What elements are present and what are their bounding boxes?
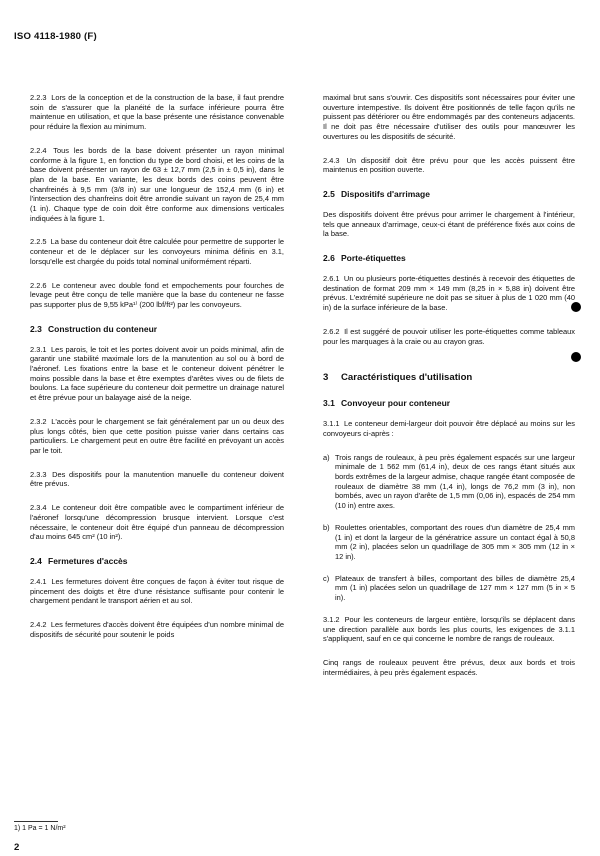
section-title: Caractéristiques d'utilisation	[341, 372, 473, 384]
section-heading-3-1	[323, 398, 575, 409]
paragraph-2-3-2	[30, 417, 284, 456]
right-column	[323, 93, 575, 691]
list-item-label: a)	[323, 452, 330, 462]
clause-number: 2.4.3	[323, 155, 340, 165]
section-number: 3	[323, 372, 329, 384]
section-heading-2-6	[323, 253, 575, 264]
section-heading-2-4	[30, 556, 284, 567]
list-item-text: Plateaux de transfert à billes, comportant des billes de diamètre 25,4 mm (1 in) placées selon un quadrillage de 127 mm × 127 mm (5 in × 5 in).	[335, 573, 575, 603]
clause-number: 2.3.3	[30, 469, 47, 479]
clause-number: 2.2.4	[30, 145, 47, 155]
clause-text: Un dispositif doit être prévu pour que les accès puissent être maintenus en position ouverte.	[323, 155, 575, 175]
section-number: 2.3	[30, 323, 42, 334]
clause-number: 2.2.5	[30, 237, 47, 247]
clause-text: Il est suggéré de pouvoir utiliser les porte-étiquettes comme tableaux pour les marquages à la craie ou au crayon gras.	[323, 326, 575, 346]
clause-text: Le conteneur avec double fond et empochements pour fourches de levage peut être conçu de telle manière que la base du conteneur ne fasse pas supporter plus de 9,55 kPa¹⁾ (200 lbf/ft²) par les convoyeurs.	[30, 280, 284, 309]
clause-text: Un ou plusieurs porte-étiquettes destinés à recevoir des étiquettes de destination de format 209 mm × 149 mm (8,25 in × 5,88 in) doivent être prévus. L'extrémité supérieure ne doit pas se situer à plus de 1 020 mm (40 in) de la surface inférieure de la base.	[323, 274, 575, 313]
paragraph-2-2-5	[30, 237, 284, 266]
clause-text: maximal brut sans s'ouvrir. Ces dispositifs sont nécessaires pour éviter une ouverture intempestive. Ils doivent être positionnés de telle façon qu'ils ne puissent pas détériorer ou être endommagés par des conteneurs adjacents. Il ne doit pas être nécessaire d'utiliser des outils pour manœuvrer les ouvertures ou les dispositifs de sécurité.	[323, 93, 575, 141]
clause-text: Les fermetures d'accès doivent être équipées d'un nombre minimal de dispositifs de sécurité pour soutenir le poids	[30, 620, 284, 639]
list-item-label: b)	[323, 522, 330, 532]
clause-text: Les parois, le toit et les portes doivent avoir un poids minimal, afin de garantir une stabilité maximale lors de la manutention au sol ou à bord de l'aéronef. Les fixations entre la base et le conteneur doivent pénétrer le moins possible dans la base et être exemptes d'arêtes vives ou de filets de boulons. La face supérieure du conteneur doit permettre un drainage naturel et être prévue pour un balayage aisé de la neige.	[30, 344, 284, 403]
clause-text: Les fermetures doivent être conçues de façon à éviter tout risque de pincement des doigts et être d'une résistance suffisante pour contenir le chargement pendant le transport aérien et au sol.	[30, 576, 284, 606]
section-number: 2.6	[323, 253, 335, 264]
paragraph-2-3-1	[30, 345, 284, 403]
list-item-b	[323, 523, 575, 562]
clause-text: Des dispositifs pour la manutention manuelle du conteneur doivent être prévus.	[30, 469, 284, 489]
clause-number: 2.4.1	[30, 576, 47, 586]
list-item-text: Trois rangs de rouleaux, à peu près également espacés sur une largeur minimale de 1 562 mm (61,4 in), deux de ces rangs étant situés aux bords extrêmes de la largeur admise, chaque rangée étant composée de rouleaux de diamètre 38 mm (1,4 in), longs de 76,2 mm (3 in), non bombés, avec un rayon d'arête de 1,5 mm (0,06 in), espacés de 254 mm (10 in) entre axes.	[335, 452, 575, 511]
section-title: Construction du conteneur	[48, 323, 158, 334]
paragraph-2-6-1	[323, 274, 575, 313]
clause-number: 3.1.2	[323, 614, 340, 624]
section-title: Dispositifs d'arrimage	[341, 188, 430, 199]
clause-text: Le conteneur demi-largeur doit pouvoir être déplacé au moins sur les convoyeurs ci-après :	[323, 419, 575, 438]
clause-number: 2.2.3	[30, 93, 47, 102]
section-title: Fermetures d'accès	[48, 555, 128, 566]
clause-text: Le conteneur doit être compatible avec le compartiment inférieur de l'aéronef lorsqu'une décompression brusque intervient. Lorsque c'est nécessaire, le conteneur doit être équipé d'un panneau de décompression d'au moins 645 cm² (10 in²).	[30, 503, 284, 542]
paragraph-3-1-1	[323, 419, 575, 438]
section-heading-3	[323, 372, 575, 384]
left-column	[30, 93, 284, 653]
paragraph-2-4-2-continued	[323, 93, 575, 142]
list-item-label: c)	[323, 573, 330, 583]
paragraph-2-4-1	[30, 577, 284, 606]
paragraph-2-5	[323, 210, 575, 239]
section-heading-2-5	[323, 189, 575, 200]
paragraph-2-2-3	[30, 93, 284, 132]
list-item-c	[323, 574, 575, 603]
section-title: Convoyeur pour conteneur	[341, 398, 451, 409]
section-heading-2-3	[30, 324, 284, 335]
clause-number: 2.4.2	[30, 620, 47, 630]
paragraph-2-3-3	[30, 470, 284, 489]
footnote-divider	[14, 821, 58, 822]
section-number: 3.1	[323, 398, 335, 409]
paragraph-3-1-2	[323, 615, 575, 644]
page-number: 2	[14, 842, 20, 853]
paragraph-2-4-2	[30, 620, 284, 639]
section-number: 2.4	[30, 555, 42, 566]
clause-number: 2.3.4	[30, 503, 47, 513]
clause-text: La base du conteneur doit être calculée pour permettre de supporter le conteneur et de le déplacer sur les convoyeurs minima définis en 3.1, lorsqu'elle est chargée du poids total nominal uniformément réparti.	[30, 237, 284, 266]
revision-bullet-icon	[571, 352, 581, 362]
section-title: Porte-étiquettes	[341, 253, 406, 264]
clause-text: Cinq rangs de rouleaux peuvent être prévus, deux aux bords et trois intermédiaires, à peu près également espacés.	[323, 657, 575, 677]
clause-number: 3.1.1	[323, 419, 340, 429]
list-item-text: Roulettes orientables, comportant des roues d'un diamètre de 25,4 mm (1 in) et dont la largeur de la génératrice assure un contact égal à 50,8 mm (2 in), placées selon un quadrillage de 305 mm × 305 mm (12 in × 12 in).	[335, 522, 575, 561]
paragraph-2-2-4	[30, 146, 284, 224]
clause-number: 2.6.1	[323, 274, 340, 284]
clause-text: Des dispositifs doivent être prévus pour arrimer le chargement à l'intérieur, tels que anneaux d'arrimage, ceux-ci étant de préférence fixés aux coins de la base.	[323, 209, 575, 239]
clause-text: Lors de la conception et de la construction de la base, il faut prendre soin de s'assurer que la planéité de la surface inférieure pourra être maintenue en utilisation, et que la base présente une résistance convenable pour réduire la flexion au minimum.	[30, 93, 284, 132]
clause-text: Tous les bords de la base doivent présenter un rayon minimal conforme à la figure 1, en fonction du type de bord choisi, et les coins de la base doivent présenter un rayon de 63 ± 12,7 mm (2,5 in ± 0,5 in), dans le plan de la base. En variante, les deux bords des coins peuvent être chanfreinés à 9,5 mm (3/8 in) sur une longueur de 152,4 mm (6 in) et l'intersection des chanfreins doit être arrondie suivant un rayon de 25,4 mm (1 in). Chaque type de coin doit être conforme aux dimensions verticales indiquées à la figure 1.	[30, 145, 284, 223]
revision-bullet-icon	[571, 302, 581, 312]
clause-text: Pour les conteneurs de largeur entière, lorsqu'ils se déplacent dans une direction parallèle aux bords les plus courts, les exigences de 3.1.1 s'appliquent, sauf en ce qui concerne le nombre de rangs de rouleaux.	[323, 614, 575, 644]
standard-code-header: ISO 4118-1980 (F)	[14, 31, 97, 42]
paragraph-2-3-4	[30, 503, 284, 542]
list-item-a	[323, 453, 575, 511]
paragraph-cinq-rangs	[323, 658, 575, 677]
clause-number: 2.3.1	[30, 344, 47, 354]
paragraph-2-6-2	[323, 327, 575, 346]
clause-number: 2.2.6	[30, 280, 47, 290]
paragraph-2-4-3	[323, 156, 575, 175]
footnote: 1) 1 Pa = 1 N/m²	[14, 825, 66, 832]
paragraph-2-2-6	[30, 281, 284, 310]
clause-text: L'accès pour le chargement se fait généralement par un ou deux des plus longs côtés, bien que cette position puisse varier dans certains cas particuliers. Le chargement peut en outre être facilité en prévoyant un accès par le toit.	[30, 416, 284, 455]
section-number: 2.5	[323, 188, 335, 199]
clause-number: 2.6.2	[323, 326, 340, 336]
clause-number: 2.3.2	[30, 416, 47, 426]
